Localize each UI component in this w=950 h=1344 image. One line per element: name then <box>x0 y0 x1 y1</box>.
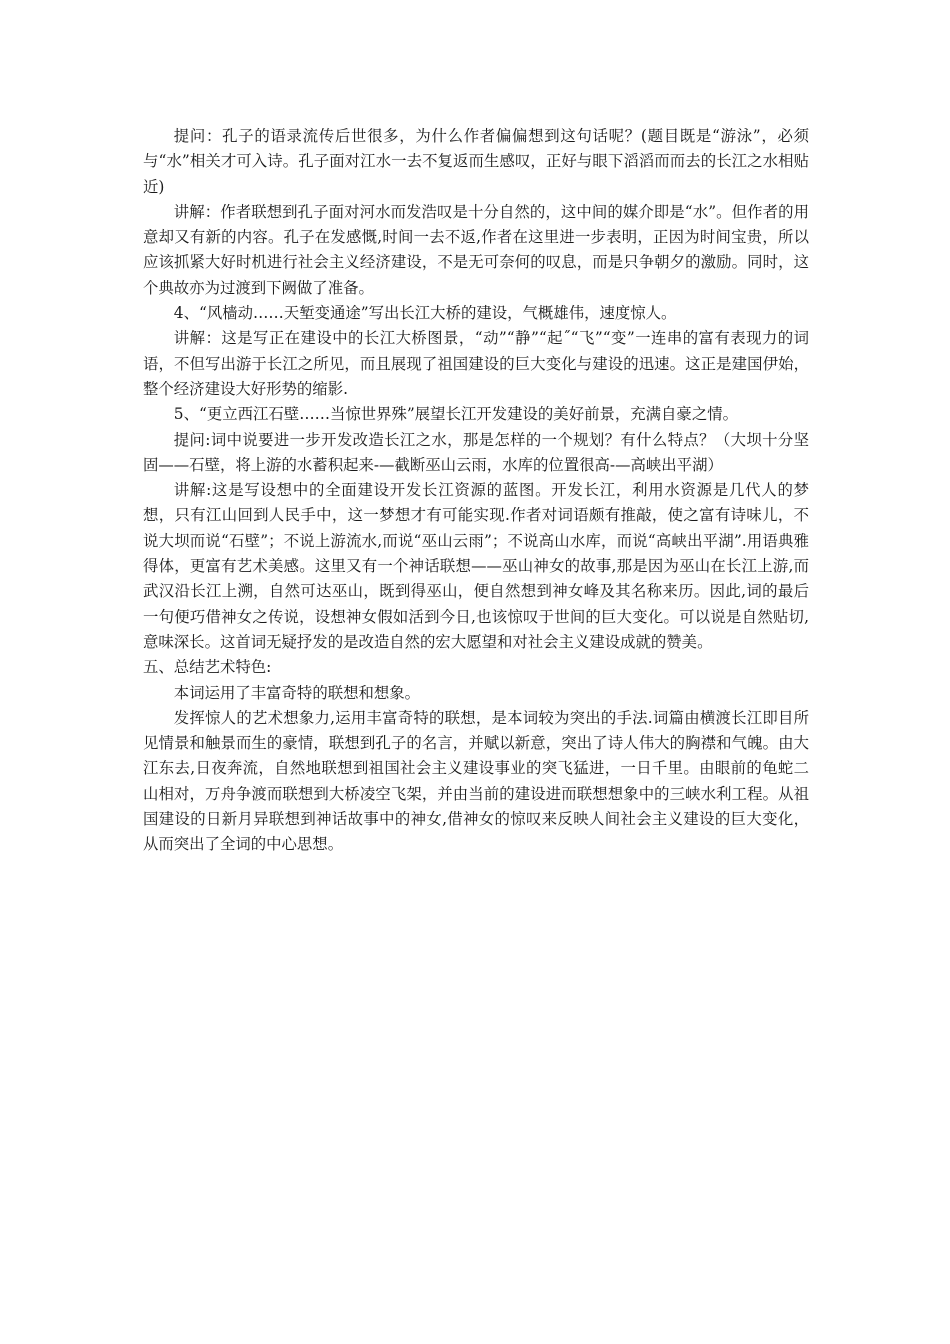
summary-paragraph: 本词运用了丰富奇特的联想和想象。 <box>173 683 421 702</box>
section-heading: 五、总结艺术特色: <box>143 658 272 677</box>
explanation-paragraph: 讲解:这是写设想中的全面建设开发长江资源的蓝图。开发长江，利用水资源是几代人的梦想，只有江山回到人民手中，这一梦想才有可能实现.作者对词语颇有推敲，使之富有诗味儿，不说大坝而说“石壁”；不说上游流水,而说“巫山云雨”；不说高山水库，而说“高峡出平湖”.用语典雅得体，更富有艺术美感。这里又有一个神话联想——巫山神女的故事,那是因为巫山在长江上游,而武汉沿长江上溯，自然可达巫山，既到得巫山，便自然想到神女峰及其名称来历。因此,词的最后一句便巧借神女之传说，设想神女假如活到今日,也该惊叹于世间的巨大变化。可以说是自然贴切,意味深长。这首词无疑抒发的是改造自然的宏大愿望和对社会主义建设成就的赞美。 <box>143 481 809 651</box>
point-4-paragraph: 4、“风樯动……天堑变通途”写出长江大桥的建设，气概雄伟，速度惊人。 <box>173 304 677 323</box>
summary-paragraph: 发挥惊人的艺术想象力,运用丰富奇特的联想，是本词较为突出的手法.词篇由横渡长江即目所见情景和触景而生的豪情，联想到孔子的名言，并赋以新意，突出了诗人伟大的胸襟和气魄。由大江东去,日夜奔流，自然地联想到祖国社会主义建设事业的突飞猛进，一日千里。由眼前的龟蛇二山相对，万舟争渡而联想到大桥凌空飞架，并由当前的建设进而联想想象中的三峡水利工程。从祖国建设的日新月异联想到神话故事中的神女,借神女的惊叹来反映人间社会主义建设的巨大变化，从而突出了全词的中心思想。 <box>143 708 809 854</box>
explanation-paragraph: 讲解：这是写正在建设中的长江大桥图景，“动”“静”“起˝“飞”“变”一连串的富有表现力的词语，不但写出游于长江之所见，而且展现了祖国建设的巨大变化与建设的迅速。这正是建国伊始，整个经济建设大好形势的缩影. <box>143 329 809 398</box>
document-body <box>143 124 809 858</box>
question-paragraph: 提问:词中说要进一步开发改造长江之水，那是怎样的一个规划？有什么特点？（大坝十分坚固——石壁，将上游的水蓄积起来-—截断巫山云雨，水库的位置很高-—高峡出平湖） <box>143 430 809 474</box>
question-paragraph: 提问：孔子的语录流传后世很多，为什么作者偏偏想到这句话呢？(题目既是“游泳”，必须与“水”相关才可入诗。孔子面对江水一去不复返而生感叹，正好与眼下滔滔而而去的长江之水相贴近) <box>143 127 809 196</box>
explanation-paragraph: 讲解：作者联想到孔子面对河水而发浩叹是十分自然的，这中间的媒介即是“水”。但作者的用意却又有新的内容。孔子在发感慨,时间一去不返,作者在这里进一步表明，正因为时间宝贵，所以应该抓紧大好时机进行社会主义经济建设，不是无可奈何的叹息，而是只争朝夕的激励。同时，这个典故亦为过渡到下阙做了准备。 <box>143 202 809 297</box>
point-5-paragraph: 5、“更立西江石壁……当惊世界殊”展望长江开发建设的美好前景，充满自豪之情。 <box>173 405 738 424</box>
